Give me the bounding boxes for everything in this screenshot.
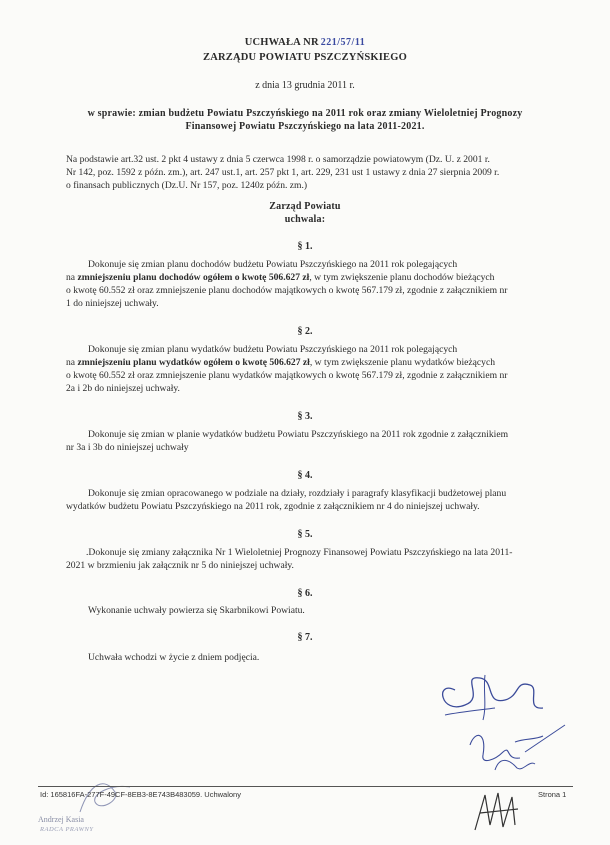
section-5-line-1: .Dokonuje się zmiany załącznika Nr 1 Wieloletniej Prognozy Finansowej Powiatu Pszczyńskiego na lata 2011- [86, 547, 513, 558]
handwritten-signature [425, 660, 575, 780]
section-1-line-4: 1 do niniejszej uchwały. [66, 298, 159, 309]
section-2-line-3: o kwotę 60.552 zł oraz zmniejszenie planu wydatków majątkowych o kwotę 567.179 zł, zgodnie z załącznikiem nr [66, 370, 508, 381]
section-1-mark: § 1. [297, 241, 313, 252]
legal-basis-line-3: o finansach publicznych (Dz.U. Nr 157, poz. 1240z późn. zm.) [66, 180, 308, 191]
page-number: Strona 1 [538, 790, 567, 799]
legal-basis-line-1: Na podstawie art.32 ust. 2 pkt 4 ustawy z dnia 5 czerwca 1998 r. o samorządzie powiatowym (Dz. U. z 2001 r. [66, 154, 490, 165]
section-4-line-1: Dokonuje się zmian opracowanego w podziale na działy, rozdziały i paragrafy klasyfikacji budżetowej planu [88, 488, 507, 499]
section-5-line-2: 2021 w brzmieniu jak załącznik nr 5 do niniejszej uchwały. [66, 560, 294, 571]
resolution-body-2: uchwala: [284, 214, 326, 225]
legal-advisor-stamp-role: RADCA PRAWNY [40, 826, 94, 833]
legal-advisor-stamp-name: Andrzej Kasia [38, 815, 84, 824]
section-1-line-3: o kwotę 60.552 zł oraz zmniejszenie planu dochodów majątkowych o kwotę 567.179 zł, zgodnie z załącznikiem nr [66, 285, 508, 296]
section-5-mark: § 5. [297, 529, 313, 540]
resolution-body-1: Zarząd Powiatu [269, 201, 341, 212]
section-7-line-1: Uchwała wchodzi w życie z dniem podjęcia. [88, 652, 260, 663]
section-2-line-4: 2a i 2b do niniejszej uchwały. [66, 383, 180, 394]
footer-divider [38, 786, 573, 787]
section-1-line-2: na zmniejszeniu planu dochodów ogółem o kwotę 506.627 zł, w tym zwiększenie planu dochodów bieżących [66, 272, 495, 283]
section-1-line-1: Dokonuje się zmian planu dochodów budżetu Powiatu Pszczyńskiego na 2011 rok polegających [88, 259, 458, 270]
resolution-date: z dnia 13 grudnia 2011 r. [255, 80, 355, 91]
section-4-line-2: wydatków budżetu Powiatu Pszczyńskiego na 2011 rok, zgodnie z załącznikiem nr 4 do niniejszej uchwały. [66, 501, 480, 512]
section-3-line-1: Dokonuje się zmian w planie wydatków budżetu Powiatu Pszczyńskiego na 2011 rok zgodnie z załącznikiem [88, 429, 509, 440]
resolution-title [0, 37, 610, 48]
section-3-mark: § 3. [297, 411, 313, 422]
section-4-mark: § 4. [297, 470, 313, 481]
section-3-line-2: nr 3a i 3b do niniejszej uchwały [66, 442, 189, 453]
legal-basis-line-2: Nr 142, poz. 1592 z późn. zm.), art. 247 ust.1, art. 257 pkt 1, art. 229, 231 ust 1 ustawy z dnia 27 sierpnia 2009 r. [66, 167, 500, 178]
section-6-mark: § 6. [297, 588, 313, 599]
resolution-issuer: ZARZĄDU POWIATU PSZCZYŃSKIEGO [203, 52, 407, 63]
section-2-line-2: na zmniejszeniu planu wydatków ogółem o kwotę 506.627 zł, w tym zwiększenie planu wydatków bieżących [66, 357, 496, 368]
handwritten-number: 221/57/11 [320, 37, 366, 48]
section-7-mark: § 7. [297, 632, 313, 643]
section-2-mark: § 2. [297, 326, 313, 337]
title-prefix: UCHWAŁA NR [244, 37, 319, 48]
subject-line-1: w sprawie: zmian budżetu Powiatu Pszczyńskiego na 2011 rok oraz zmiany Wieloletniej Prognozy [87, 108, 523, 119]
section-1-bold-amount: zmniejszeniu planu dochodów ogółem o kwotę 506.627 zł [77, 272, 310, 283]
subject-line-2: Finansowej Powiatu Pszczyńskiego na lata 2011-2021. [185, 121, 425, 132]
handwritten-initials [470, 785, 540, 840]
section-2-line-1: Dokonuje się zmian planu wydatków budżetu Powiatu Pszczyńskiego na 2011 rok polegających [88, 344, 458, 355]
section-2-bold-amount: zmniejszeniu planu wydatków ogółem o kwotę 506.627 zł [77, 357, 310, 368]
section-6-line-1: Wykonanie uchwały powierza się Skarbnikowi Powiatu. [88, 605, 305, 616]
document-id: Id: 165816FA-277F-49CF-8EB3-8E743B483059. Uchwalony [40, 790, 241, 799]
